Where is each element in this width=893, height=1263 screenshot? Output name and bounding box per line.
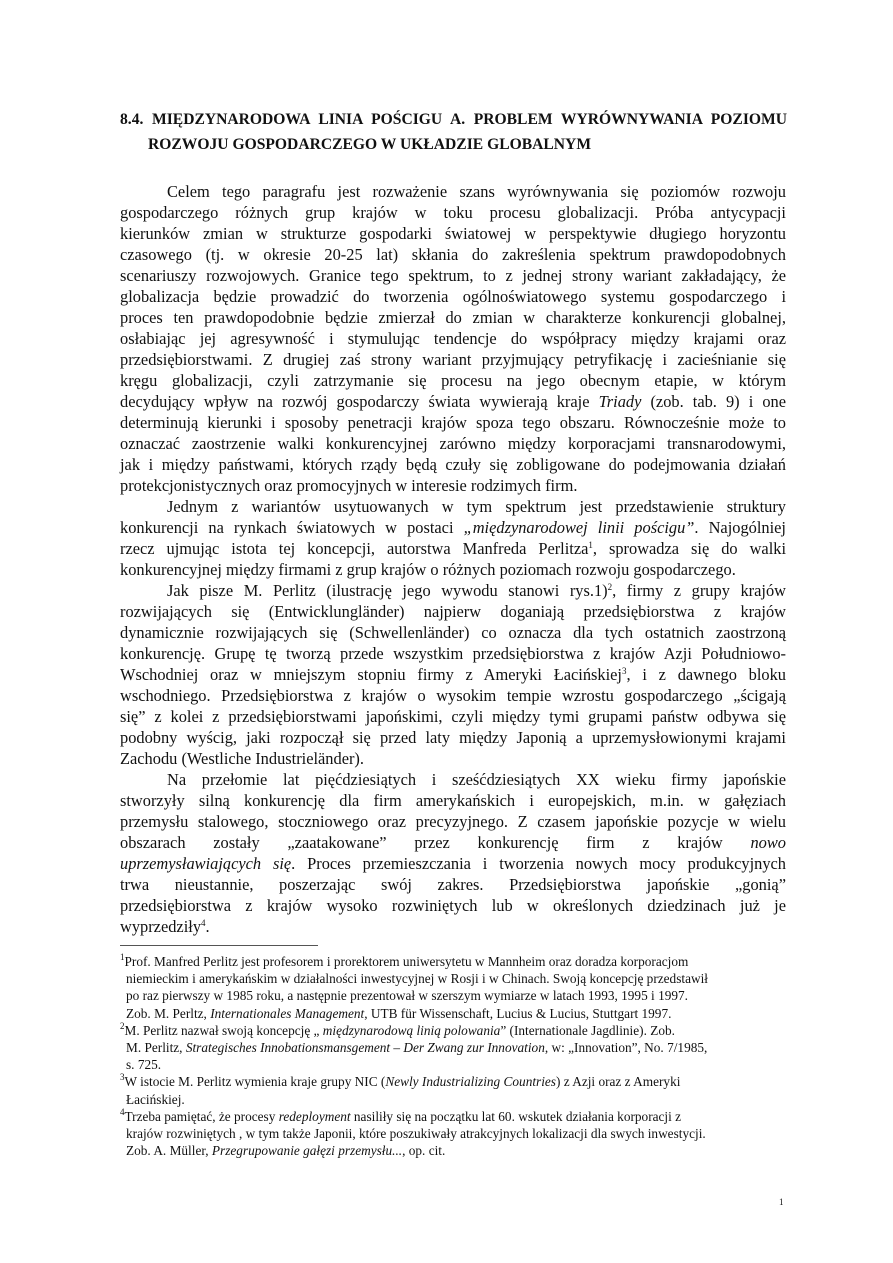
text-line (120, 811, 786, 832)
paragraph (120, 181, 786, 496)
text-run: Jak pisze M. Perlitz (ilustrację jego wywodu stanowi rys.1) (167, 581, 608, 600)
text-run: wyprzedziły (120, 917, 202, 936)
footnotes (120, 953, 800, 1159)
text-line (120, 202, 786, 223)
text-run: po raz pierwszy w 1985 roku, a następnie prezentował w szerszym wymiarze w latach 1993, 1995 i 1997. (126, 988, 688, 1004)
italic-text: redeployment (278, 1108, 351, 1124)
text-run: przemysłu stalowego, stoczniowego oraz precyzyjnego. Z czasem japońskie pozycje w wielu (120, 812, 786, 831)
footnote-reference: 3 (621, 666, 627, 676)
text-run: Zachodu (Westliche Industrieländer). (120, 749, 364, 768)
page-number: 1 (779, 1197, 784, 1207)
text-line (120, 349, 786, 370)
text-run: gospodarczego różnych grup krajów w toku procesu globalizacji. Próba antycypacji (120, 203, 786, 222)
italic-text: Triady (598, 392, 642, 411)
text-run: W istocie M. Perlitz wymienia kraje grupy NIC ( (124, 1074, 386, 1090)
text-run: obszarach zostały „zaatakowane” przez konkurencję firm z krajów (120, 833, 751, 852)
text-run: Jednym z wariantów usytuowanych w tym spektrum jest przedstawienie struktury (167, 497, 786, 516)
footnote-number: 4 (120, 1106, 125, 1117)
footnote-line (120, 1005, 800, 1022)
text-line (120, 769, 786, 790)
footnote-line (120, 953, 800, 970)
footnote-line (120, 1039, 800, 1056)
paragraph (120, 496, 786, 580)
text-line (120, 370, 786, 391)
text-run: Na przełomie lat pięćdziesiątych i sześćdziesiątych XX wieku firmy japońskie (167, 770, 786, 789)
footnote-number: 1 (120, 952, 125, 962)
text-run: (zob. tab. 9) i one (641, 392, 786, 411)
text-line (120, 790, 786, 811)
footnote-line (120, 1073, 800, 1090)
text-line (120, 307, 786, 328)
section-heading-line-2: ROZWOJU GOSPODARCZEGO W UKŁADZIE GLOBALNYM (148, 136, 592, 153)
text-line (120, 916, 786, 937)
text-line (120, 874, 786, 895)
italic-text: Strategisches Innobationsmansgement – Der Zwang zur Innovation (185, 1039, 545, 1055)
text-line (120, 559, 786, 580)
footnote-line (120, 1108, 800, 1125)
italic-text: „międzynarodowej linii pościgu” (463, 518, 695, 537)
text-run: stworzyły silną konkurencję dla firm amerykańskich i europejskich, m.in. w gałęziach (120, 791, 786, 810)
text-run: M. Perlitz nazwał swoją koncepcję „ (124, 1022, 323, 1038)
section-heading (120, 107, 787, 157)
text-run: M. Perlitz, (126, 1039, 186, 1055)
paragraph (120, 769, 786, 937)
footnote-line (120, 970, 800, 987)
text-run: Łacińskiej. (126, 1091, 185, 1107)
text-run: proces ten prawdopodobnie będzie zmierzał do zmian w charakterze konkurencji globalnej, (120, 308, 786, 327)
footnote-line (120, 1022, 800, 1039)
text-line (120, 181, 786, 202)
text-line (120, 517, 786, 538)
text-run: . Proces przemieszczania i tworzenia nowych mocy produkcyjnych (291, 854, 786, 873)
footnote-reference: 1 (588, 540, 593, 550)
footnote-line (120, 1091, 800, 1108)
text-run: osłabiając jej agresywność i stymulując tendencje do współpracy między krajami oraz (120, 329, 786, 348)
footnote-reference: 4 (201, 918, 206, 928)
footnote-line (120, 987, 800, 1004)
text-run: s. 725. (126, 1057, 162, 1073)
text-line (120, 832, 786, 853)
paragraph (120, 580, 786, 769)
text-run: decydujący wpływ na rozwój gospodarczy świata wywierają kraje (120, 392, 599, 411)
italic-text: uprzemysławiających się (120, 854, 292, 873)
text-run: rozwijających się (Entwicklungländer) najpierw doganiają przedsiębiorstwa z krajów (120, 602, 786, 621)
footnote (120, 953, 800, 1022)
italic-text: międzynarodową linią polowania (322, 1022, 501, 1038)
text-line (120, 706, 786, 727)
text-run: niemieckim i amerykańskim w działalności inwestycyjnej w Rosji i w Chinach. Swoją koncepcję przedstawił (126, 971, 708, 987)
text-run: ) z Azji oraz z Ameryki (555, 1074, 681, 1090)
italic-text: Przegrupowanie gałęzi przemysłu... (211, 1143, 403, 1159)
text-run: , op. cit. (402, 1143, 446, 1159)
text-run: , w: „Innovation”, No. 7/1985, (544, 1039, 708, 1055)
footnote-line (120, 1056, 800, 1073)
text-run: podobny wyścig, jaki rozpoczął się przed laty między Japonią a uprzemysłowionymi krajami (120, 728, 786, 747)
text-run: się” z kolei z przedsiębiorstwami japońskimi, czyli między tymi grupami państw odbywa się (120, 707, 786, 726)
text-run: Prof. Manfred Perlitz jest profesorem i prorektorem uniwersytetu w Mannheim oraz doradza korporacjom (124, 954, 689, 969)
text-run: rzecz ujmując istota tej koncepcji, autorstwa Manfreda Perlitza (120, 539, 589, 558)
text-line (120, 475, 786, 496)
text-run: czasowego (tj. w okresie 20-25 lat) skłania do zakreślenia spektrum prawdopodobnych (120, 245, 786, 264)
italic-text: Internationales Management (210, 1005, 365, 1021)
text-line (120, 391, 786, 412)
footnote (120, 1108, 800, 1160)
text-line (120, 223, 786, 244)
text-run: przedsiębiorstwa z krajów wysoko rozwiniętych lub w określonych dziedzinach już je (120, 896, 786, 915)
text-line (120, 664, 786, 685)
text-run: Zob. M. Perltz, (126, 1005, 211, 1021)
text-run: , i z dawnego bloku (626, 665, 786, 684)
text-run: wschodniego. Przedsiębiorstwa z krajów o wysokim tempie wzrostu gospodarczego „ścigają (120, 686, 786, 705)
text-run: Trzeba pamiętać, że procesy (124, 1108, 279, 1124)
text-run: , UTB für Wissenschaft, Lucius & Lucius, Stuttgart 1997. (364, 1005, 672, 1021)
text-line (120, 286, 786, 307)
text-run: oznaczać zaostrzenie walki konkurencyjnej zarówno między korporacjami transnarodowymi, (120, 434, 786, 453)
text-run: , sprowadza się do walki (592, 539, 786, 558)
text-line (120, 748, 786, 769)
text-run: nasiliły się na początku lat 60. wskutek działania korporacji z (350, 1108, 682, 1124)
text-run: kierunków zmian w strukturze gospodarki światowej w perspektywie długiego horyzontu (120, 224, 786, 243)
text-line (120, 685, 786, 706)
footnote-line (120, 1125, 800, 1142)
text-run: krajów rozwiniętych , w tym także Japonii, które poszukiwały atrakcyjnych lokalizacji dla swych inwestycji. (126, 1125, 706, 1141)
text-run: . Najogólniej (694, 518, 786, 537)
footnote-number: 3 (120, 1072, 125, 1083)
text-line (120, 643, 786, 664)
section-heading-line-1: 8.4. MIĘDZYNARODOWA LINIA POŚCIGU A. PROBLEM WYRÓWNYWANIA POZIOMU (120, 111, 787, 128)
text-line (120, 601, 786, 622)
text-line (120, 328, 786, 349)
footnote-number: 2 (120, 1020, 125, 1031)
italic-text: nowo (750, 833, 786, 852)
text-run: konkurencję. Grupę tę tworzą przede wszystkim przedsiębiorstwa z krajów Azji Południowo- (120, 644, 786, 663)
footnote-separator (120, 945, 318, 946)
text-run: przedsiębiorstwami. Z drugiej zaś strony wariant przyjmujący petryfikację i zacieśnianie się (120, 350, 786, 369)
text-run: globalizacja będzie prowadzić do tworzenia ogólnoświatowego systemu gospodarczego i (120, 287, 786, 306)
text-line (120, 895, 786, 916)
text-line (120, 727, 786, 748)
footnote (120, 1073, 800, 1107)
body-text (120, 181, 786, 937)
text-run: ” (Internationale Jagdlinie). Zob. (500, 1022, 675, 1038)
text-run: , firmy z grupy krajów (612, 581, 786, 600)
text-line (120, 265, 786, 286)
text-run: protekcjonistycznych oraz promocyjnych w interesie rodzimych firm. (120, 476, 578, 495)
text-run: konkurencyjnej między firmami z grup krajów o różnych poziomach rozwoju gospodarczego. (120, 560, 736, 579)
footnote-reference: 2 (607, 582, 613, 592)
text-run: determinują kierunki i sposoby penetracji krajów spoza tego obszaru. Równocześnie może to (120, 413, 786, 432)
text-run: Celem tego paragrafu jest rozważenie szans wyrównywania się poziomów rozwoju (167, 182, 786, 201)
text-run: kręgu globalizacji, czyli zatrzymanie się procesu na jego obecnym etapie, w którym (120, 371, 786, 390)
text-line (120, 433, 786, 454)
italic-text: Newly Industrializing Countries (385, 1074, 556, 1090)
text-run: Zob. A. Müller, (126, 1143, 212, 1159)
text-run: scenariuszy rozwojowych. Granice tego spektrum, to z jednej strony wariant zakładający, że (120, 266, 786, 285)
text-run: dynamicznie rozwijających się (Schwellenländer) co oznacza dla tych ostatnich zaostrzoną (120, 623, 786, 642)
text-line (120, 454, 786, 475)
text-line (120, 580, 786, 601)
text-line (120, 496, 786, 517)
text-run: . (205, 917, 210, 936)
text-line (120, 244, 786, 265)
text-run: jak i między państwami, których rządy będą czuły się zobligowane do podejmowania działań (120, 455, 786, 474)
text-line (120, 622, 786, 643)
text-run: Wschodniej oraz w mniejszym stopniu firmy z Ameryki Łacińskiej (120, 665, 622, 684)
text-run: trwa nieustannie, poszerzając swój zakres. Przedsiębiorstwa japońskie „gonią” (120, 875, 786, 894)
text-line (120, 538, 786, 559)
footnote-line (120, 1142, 800, 1159)
text-line (120, 853, 786, 874)
footnote (120, 1022, 800, 1074)
text-line (120, 412, 786, 433)
text-run: konkurencji na rynkach światowych w postaci (120, 518, 464, 537)
